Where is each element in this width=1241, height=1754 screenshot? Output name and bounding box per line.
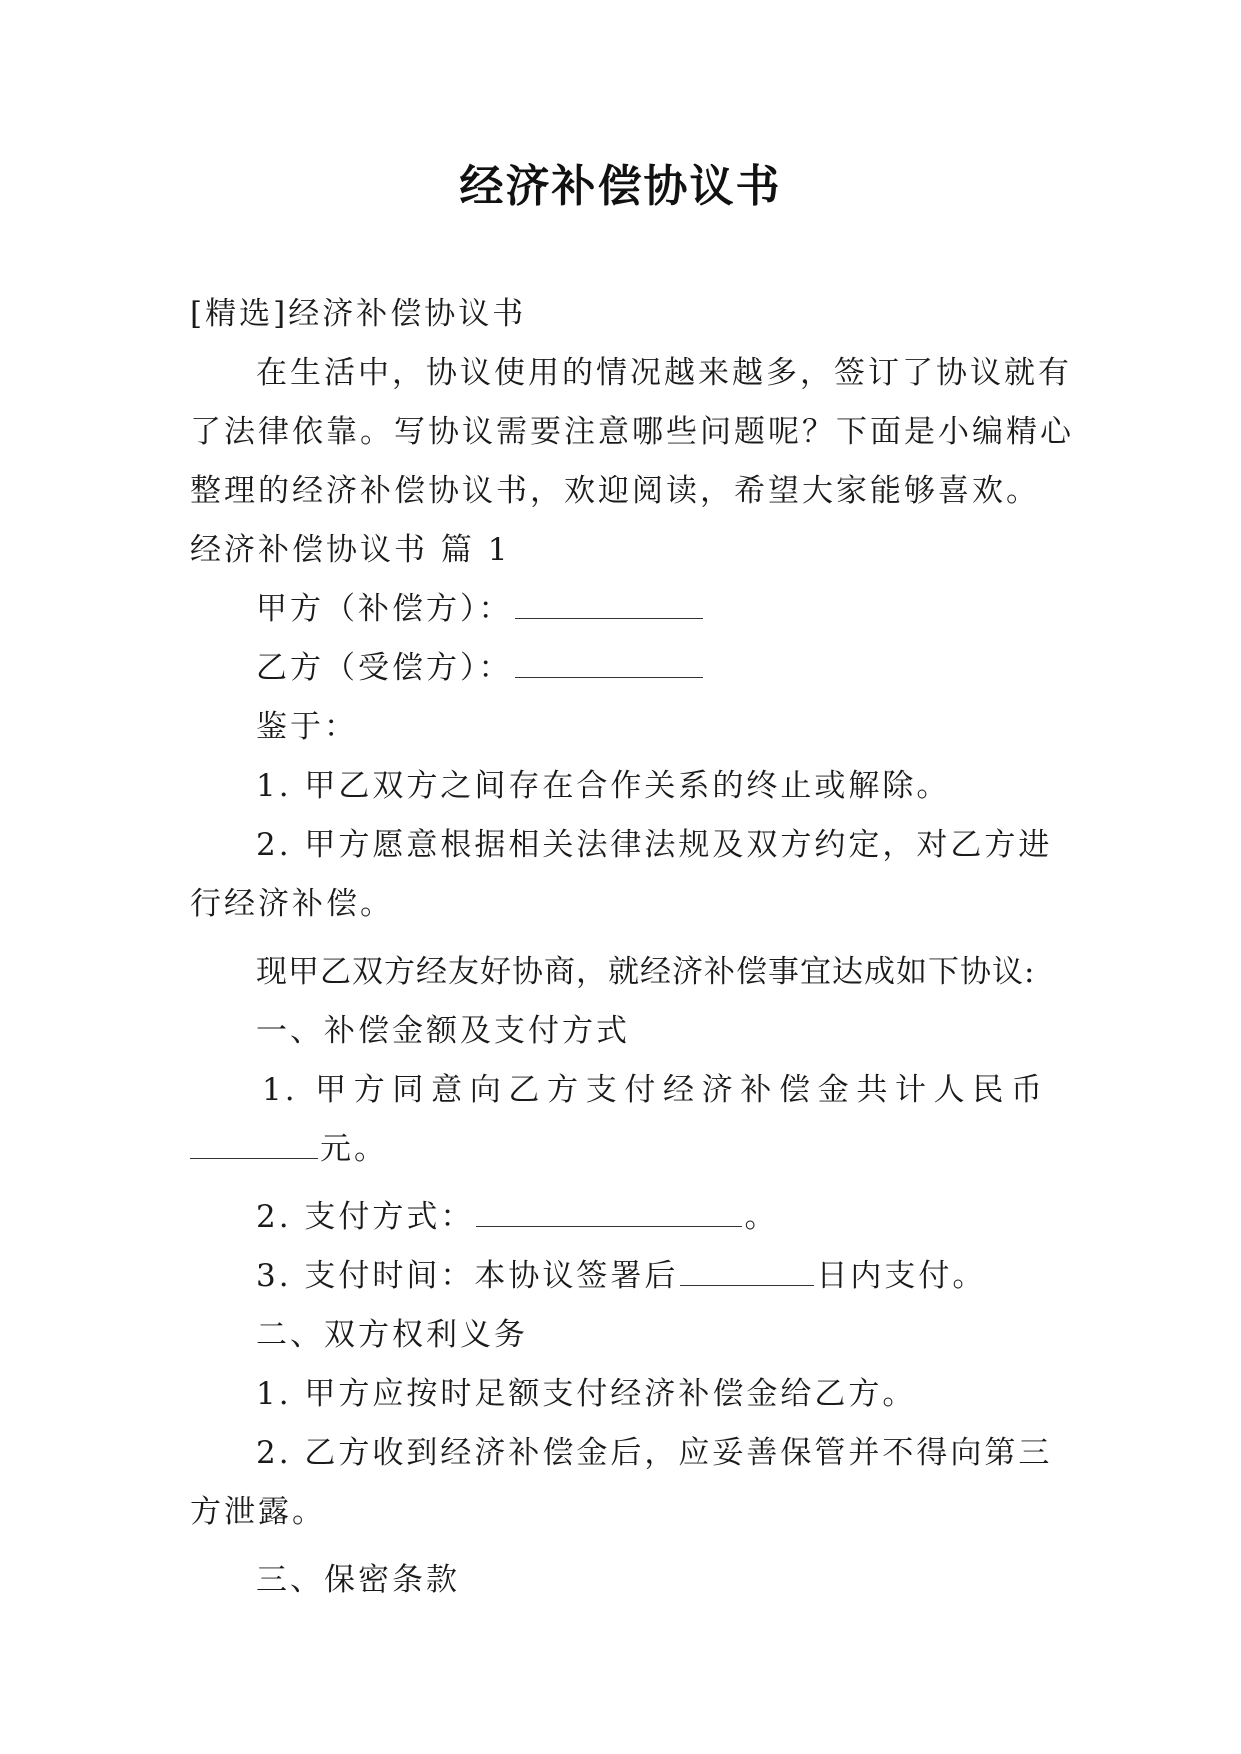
clause-2-item-1: 1. 甲方应按时足额支付经济补偿金给乙方。 — [256, 1376, 917, 1412]
payment-method-label: 2. 支付方式： — [256, 1199, 475, 1235]
intro-paragraph-line: 在生活中，协议使用的情况越来越多，签订了协议就有 — [256, 355, 1072, 391]
whereas-item-2: 2. 甲方愿意根据相关法律法规及双方约定，对乙方进 — [256, 827, 1053, 863]
party-a-label: 甲方（补偿方）： — [256, 591, 513, 627]
whereas-item-2-cont: 行经济补偿。 — [190, 886, 394, 922]
clause-2-item-2: 2. 乙方收到经济补偿金后，应妥善保管并不得向第三 — [256, 1435, 1053, 1471]
clause-1-heading: 一、补偿金额及支付方式 — [256, 1013, 630, 1049]
whereas-item-1: 1. 甲乙双方之间存在合作关系的终止或解除。 — [256, 768, 951, 804]
clause-1-item-2 — [190, 1188, 1045, 1247]
payment-method-blank[interactable] — [476, 1196, 742, 1227]
document-body — [190, 285, 1074, 1610]
amount-unit: 元。 — [320, 1131, 388, 1167]
party-a-line — [190, 580, 1045, 639]
payment-method-end: 。 — [744, 1199, 779, 1235]
intro-paragraph-line: 整理的经济补偿协议书，欢迎阅读，希望大家能够喜欢。 — [190, 473, 1040, 509]
whereas-heading: 鉴于： — [256, 709, 358, 745]
clause-1-item-1: 1. 甲方同意向乙方支付经济补偿金共计人民币 — [262, 1072, 1045, 1108]
payment-time-label: 3. 支付时间：本协议签署后 — [256, 1258, 679, 1294]
payment-days-blank[interactable] — [680, 1255, 814, 1286]
intro-paragraph-line: 了法律依靠。写协议需要注意哪些问题呢？下面是小编精心 — [190, 414, 1074, 450]
clause-1-item-3 — [190, 1247, 1045, 1306]
clause-1-item-1-cont — [190, 1120, 1045, 1179]
agreement-intro: 现甲乙双方经友好协商，就经济补偿事宜达成如下协议: — [256, 954, 1036, 990]
amount-blank[interactable] — [190, 1128, 318, 1159]
clause-2-item-2-cont: 方泄露。 — [190, 1494, 326, 1530]
clause-2-heading: 二、双方权利义务 — [256, 1317, 528, 1353]
party-a-blank[interactable] — [515, 588, 703, 619]
party-b-blank[interactable] — [515, 647, 703, 678]
clause-3-heading: 三、保密条款 — [256, 1562, 460, 1598]
party-b-line — [190, 639, 1045, 698]
party-b-label: 乙方（受偿方）： — [256, 650, 513, 686]
payment-time-end: 日内支付。 — [816, 1258, 987, 1294]
section-heading: 经济补偿协议书 篇 1 — [190, 532, 511, 568]
document-subtitle: [精选]经济补偿协议书 — [190, 296, 527, 332]
document-title: 经济补偿协议书 — [459, 161, 782, 212]
